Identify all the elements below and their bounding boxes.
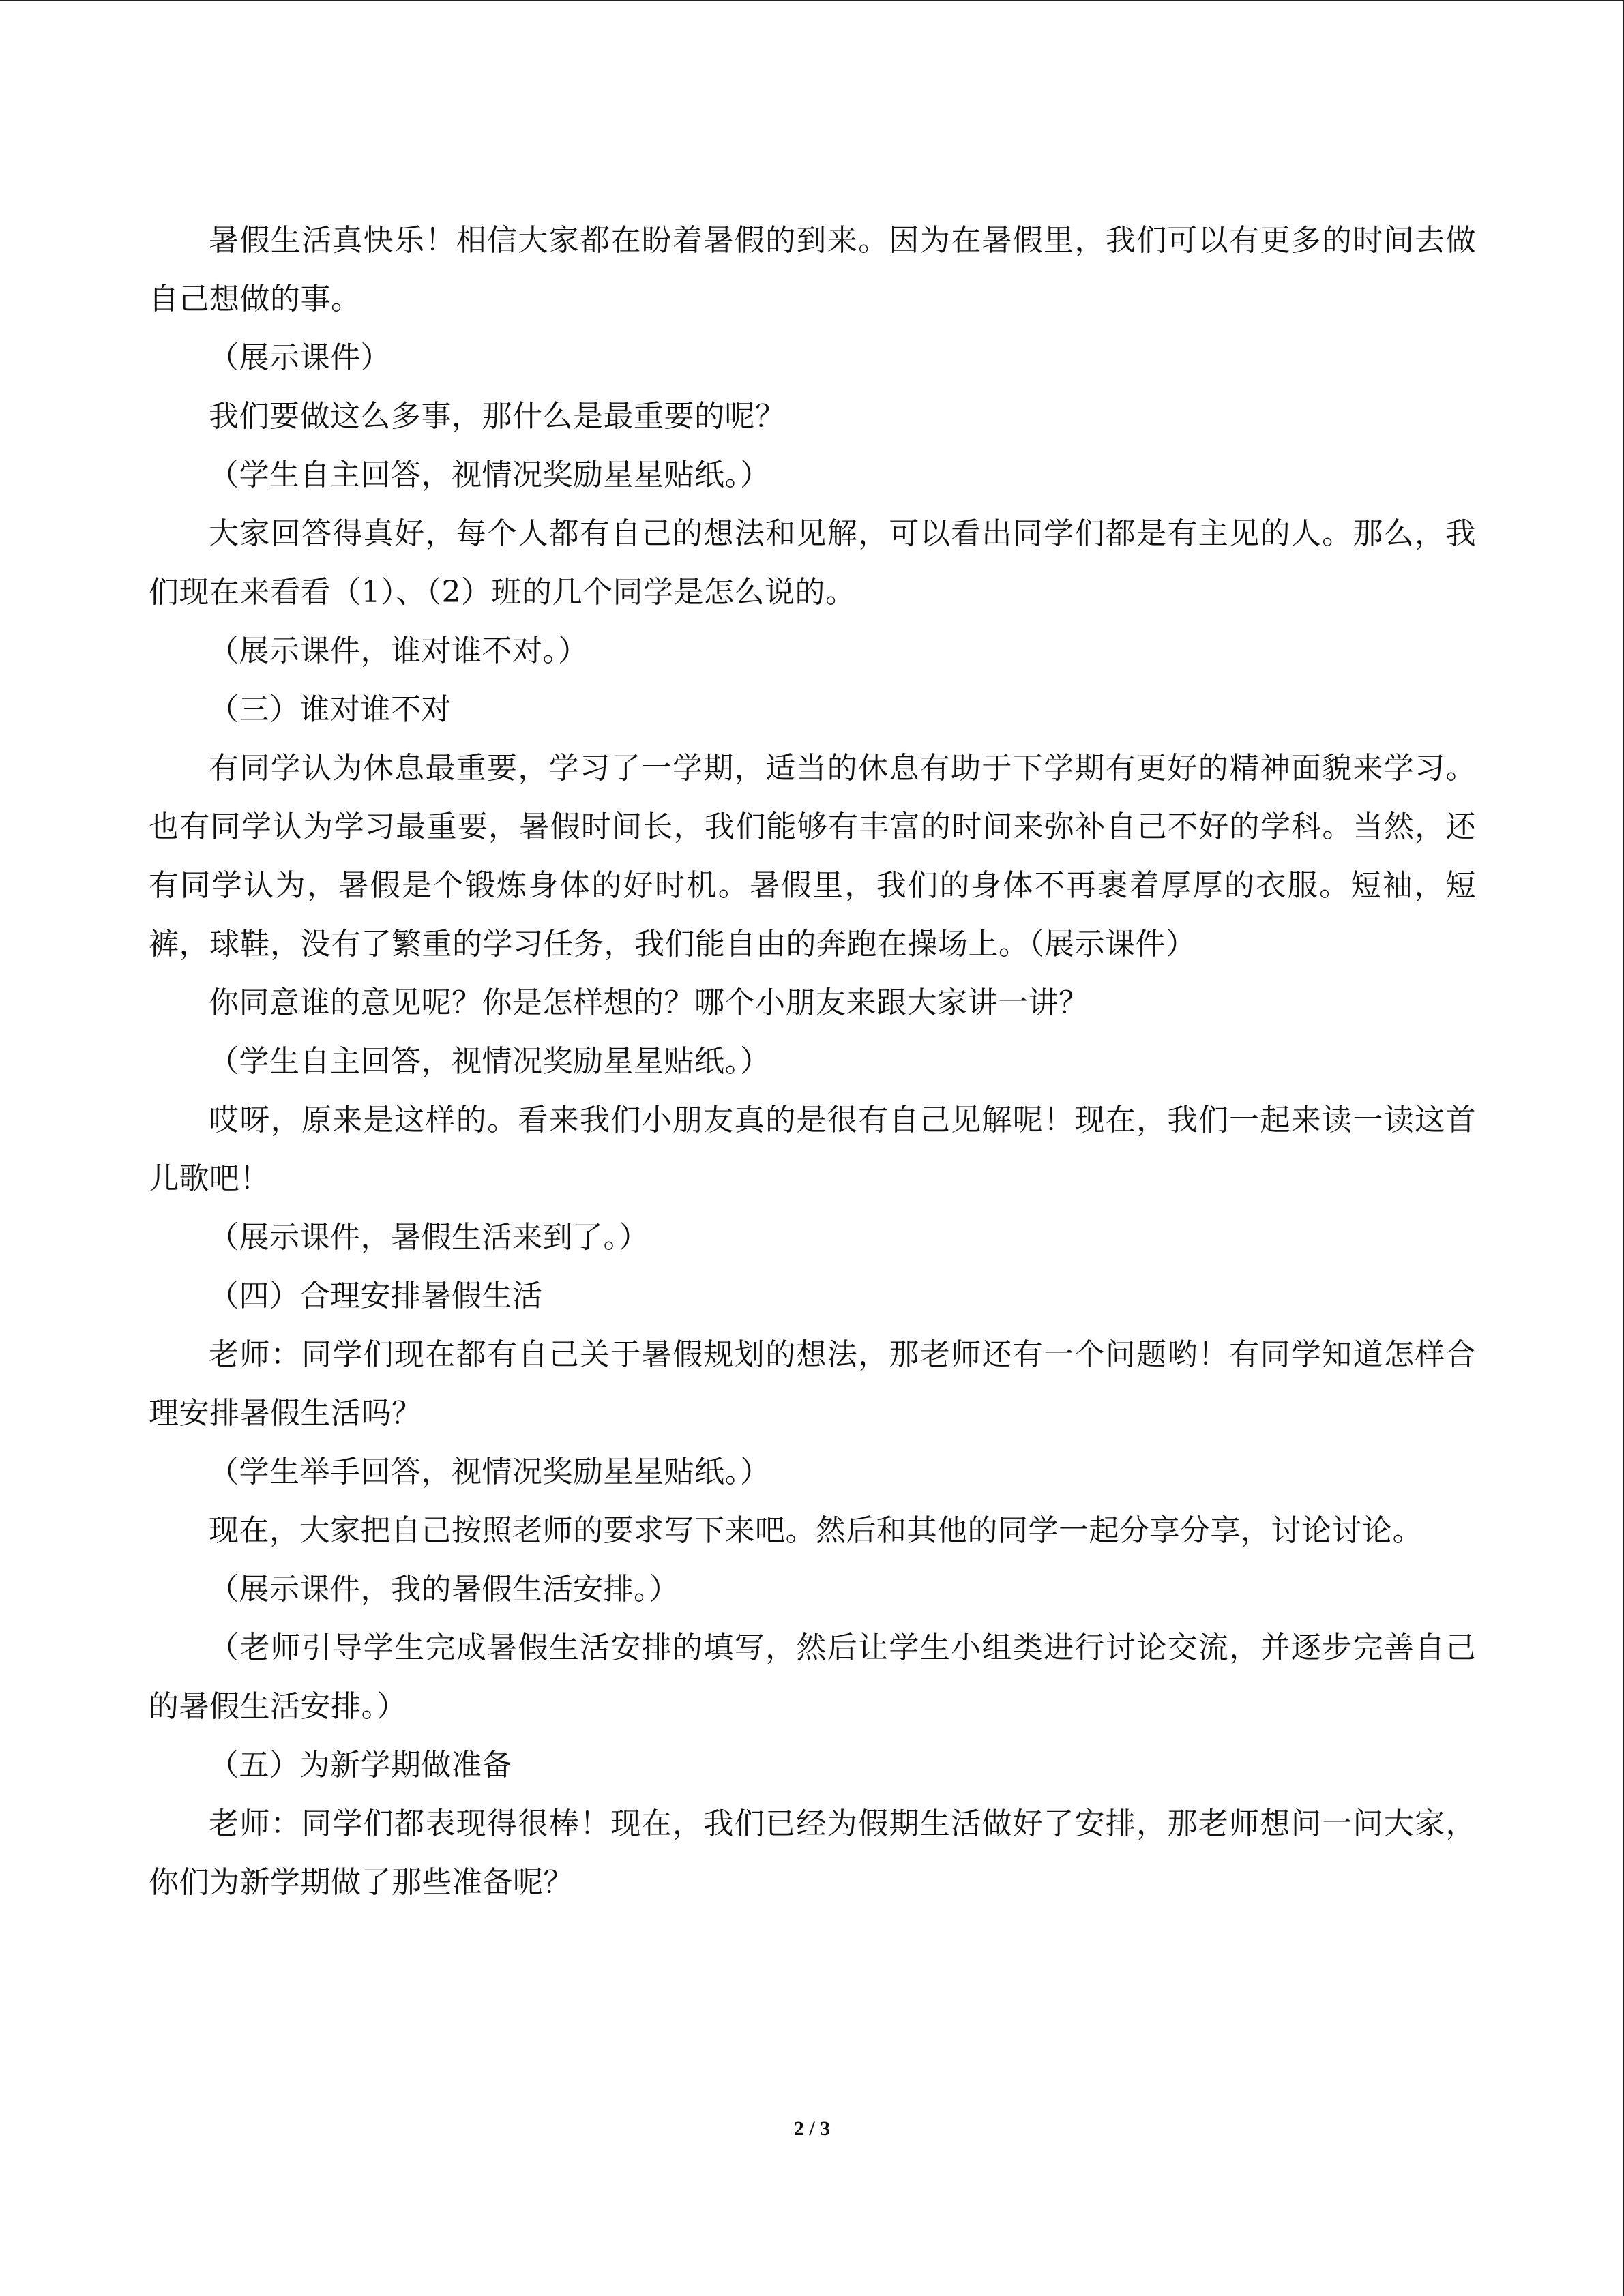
paragraph: 哎呀，原来是这样的。看来我们小朋友真的是很有自己见解呢！现在，我们一起来读一读这首儿歌吧！ (149, 1103, 1476, 1196)
paragraph: （学生举手回答，视情况奖励星星贴纸。） (209, 1455, 771, 1489)
document-body (149, 211, 1476, 1912)
paragraph: （展示课件，谁对谁不对。） (209, 633, 589, 668)
page-top-border (0, 0, 1624, 1)
section-heading: （三）谁对谁不对 (209, 692, 452, 727)
paragraph: （展示课件，我的暑假生活安排。） (209, 1572, 679, 1607)
paragraph: 暑假生活真快乐！相信大家都在盼着暑假的到来。因为在暑假里，我们可以有更多的时间去做自己想做的事。 (149, 223, 1476, 316)
paragraph: （学生自主回答，视情况奖励星星贴纸。） (209, 458, 771, 492)
paragraph: 大家回答得真好，每个人都有自己的想法和见解，可以看出同学们都是有主见的人。那么，我们现在来看看（1）、（2）班的几个同学是怎么说的。 (149, 516, 1476, 610)
paragraph: 你同意谁的意见呢？你是怎样想的？哪个小朋友来跟大家讲一讲？ (209, 985, 1089, 1020)
paragraph: （展示课件，暑假生活来到了。） (209, 1220, 649, 1255)
paragraph: 老师：同学们都表现得很棒！现在，我们已经为假期生活做好了安排，那老师想问一问大家，你们为新学期做了那些准备呢？ (149, 1806, 1476, 1900)
paragraph: （老师引导学生完成暑假生活安排的填写，然后让学生小组类进行讨论交流，并逐步完善自己的暑假生活安排。） (149, 1630, 1476, 1724)
section-heading: （四）合理安排暑假生活 (209, 1279, 543, 1313)
paragraph: （学生自主回答，视情况奖励星星贴纸。） (209, 1044, 771, 1079)
page-number: 2 / 3 (793, 2117, 831, 2140)
paragraph: 我们要做这么多事，那什么是最重要的呢？ (209, 399, 786, 434)
paragraph: （展示课件） (209, 340, 391, 375)
paragraph: 老师：同学们现在都有自己关于暑假规划的想法，那老师还有一个问题哟！有同学知道怎样合理安排暑假生活吗？ (149, 1337, 1476, 1431)
section-heading: （五）为新学期做准备 (209, 1748, 512, 1783)
paragraph: 现在，大家把自己按照老师的要求写下来吧。然后和其他的同学一起分享分享，讨论讨论。 (209, 1513, 1423, 1548)
paragraph: 有同学认为休息最重要，学习了一学期，适当的休息有助于下学期有更好的精神面貌来学习。也有同学认为学习最重要，暑假时间长，我们能够有丰富的时间来弥补自己不好的学科。当然，还有同学认为，暑假是个锻炼身体的好时机。暑假里，我们的身体不再裹着厚厚的衣服。短袖，短裤，球鞋，没有了繁重的学习任务，我们能自由的奔跑在操场上。（展示课件） (149, 751, 1476, 961)
